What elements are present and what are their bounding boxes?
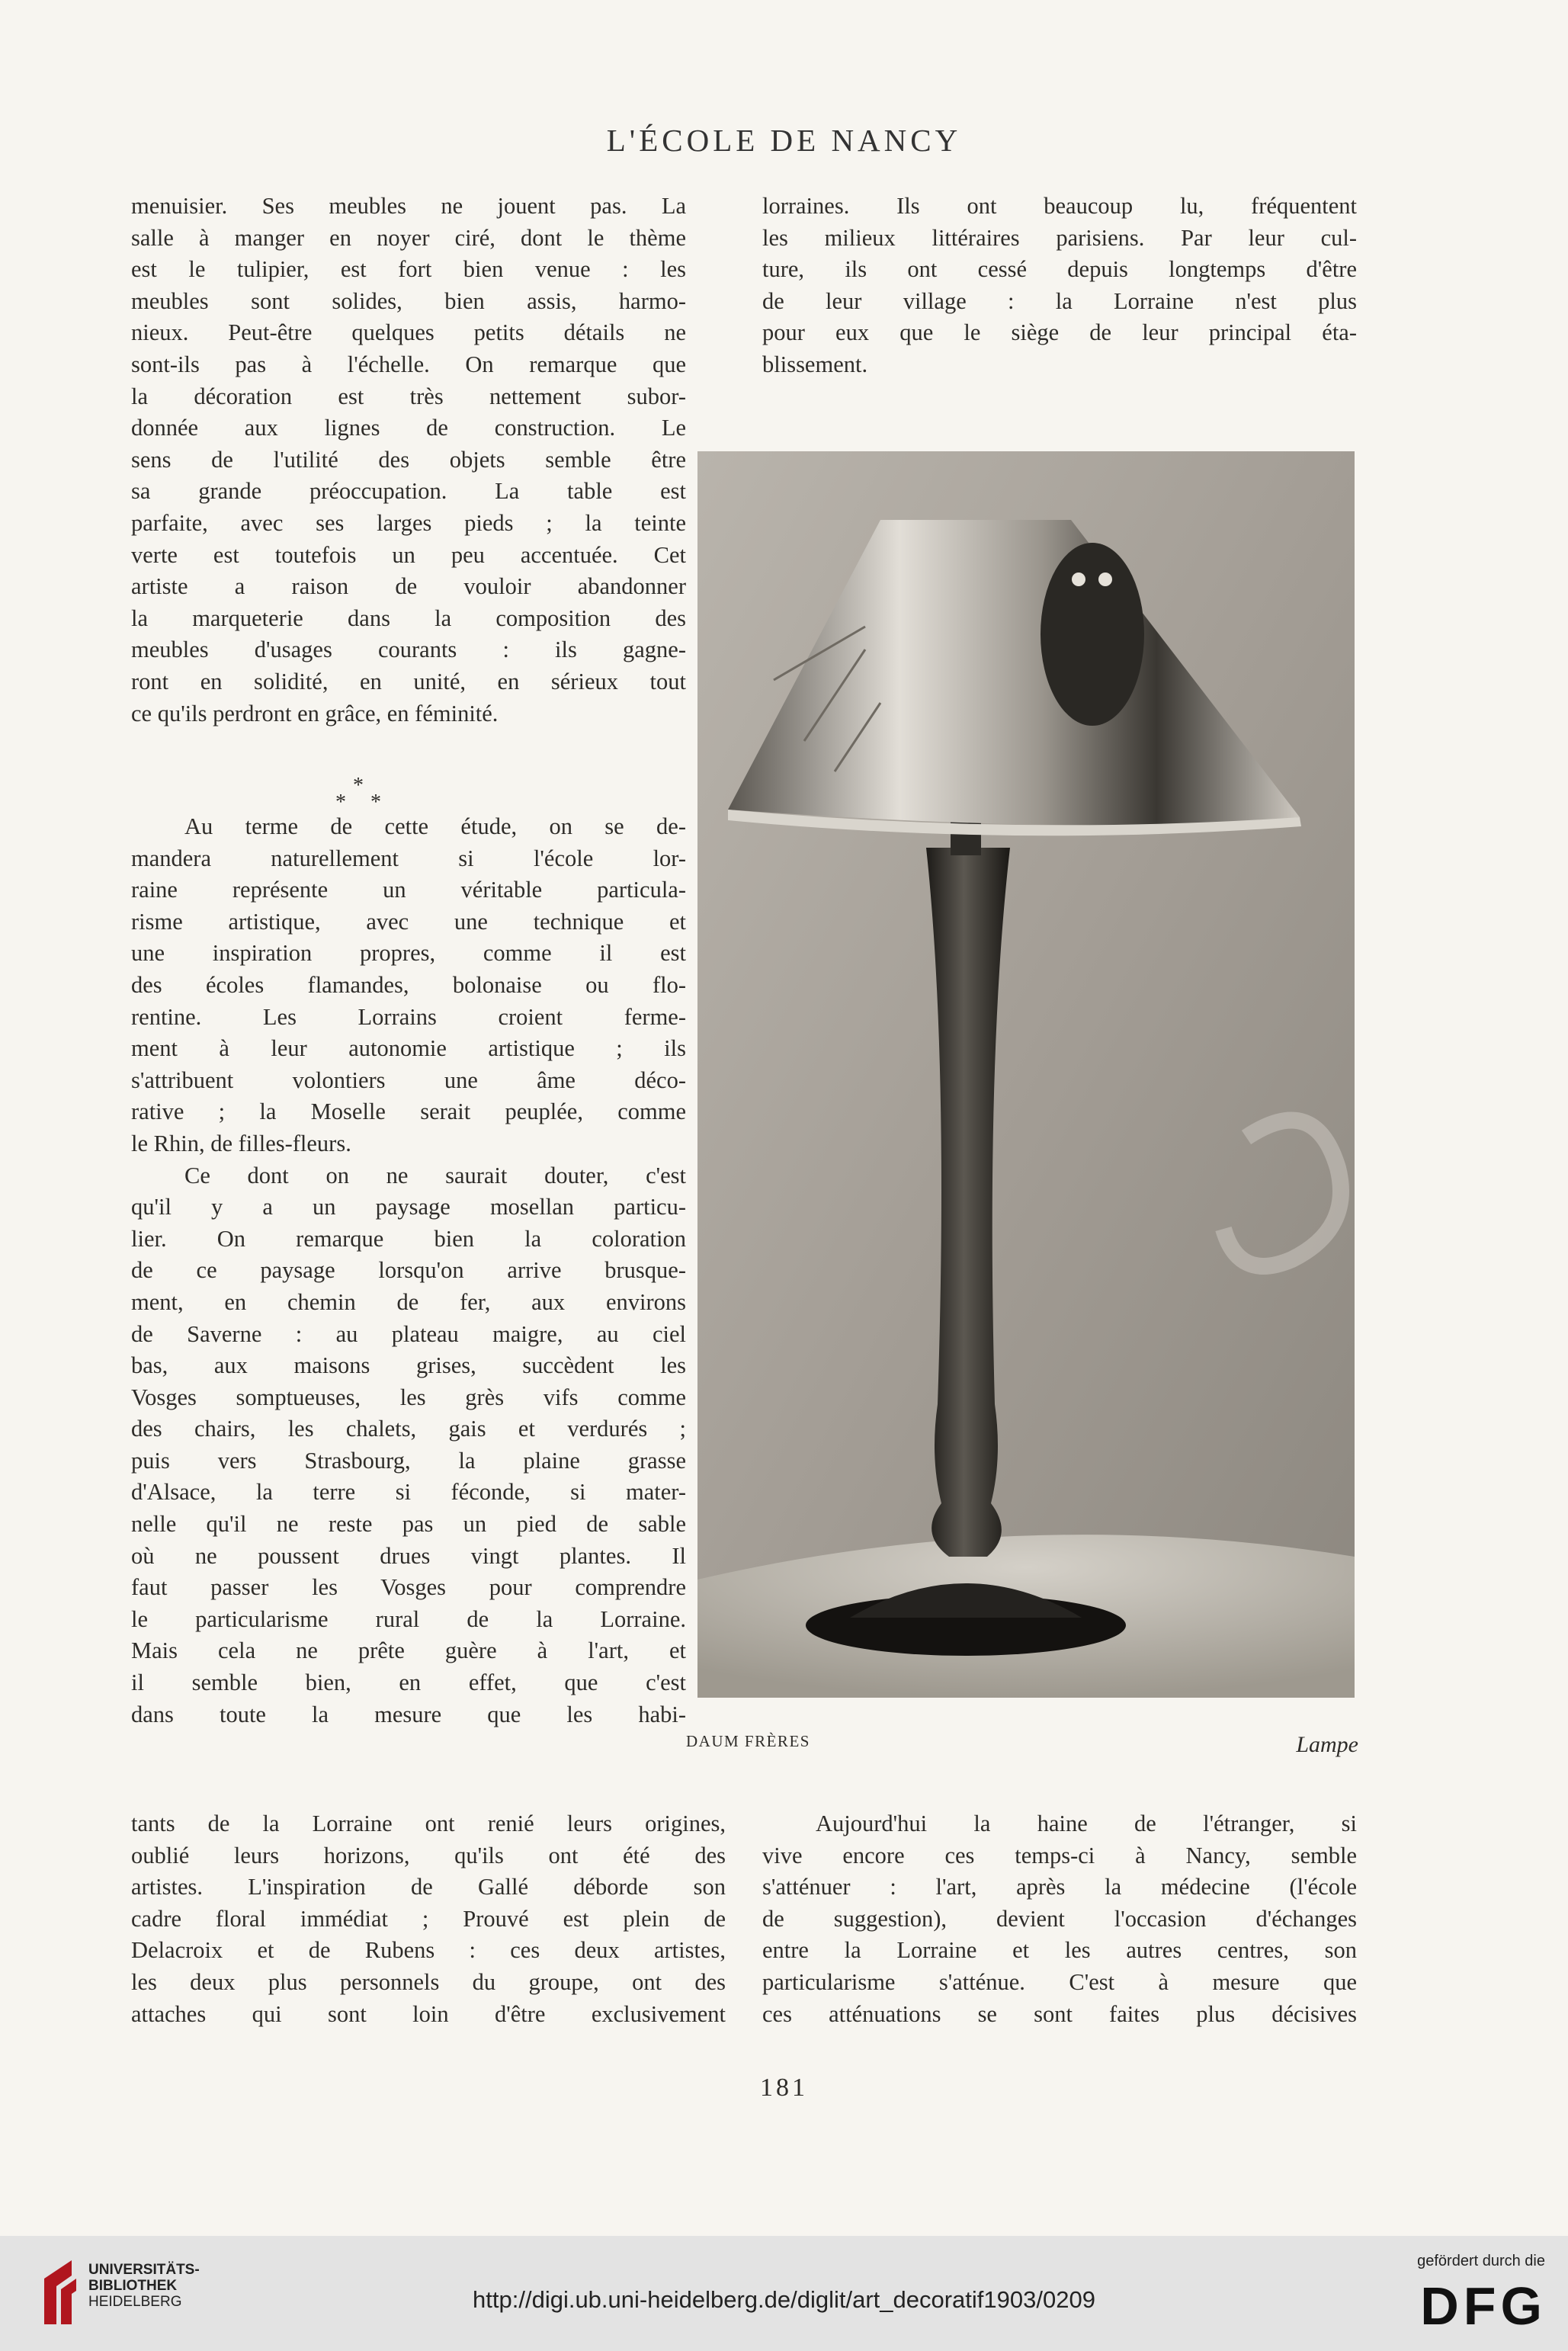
text-line: blissement.	[762, 351, 868, 377]
text-line: de suggestion), devient l'occasion d'échanges	[762, 1905, 1357, 1932]
text-line: nieux. Peut-être quelques petits détails ne	[131, 319, 686, 346]
text-line: sens de l'utilité des objets semble être	[131, 446, 686, 473]
text-line: nelle qu'il ne reste pas un pied de sable	[131, 1511, 686, 1538]
figure-caption-object: Lampe	[1296, 1732, 1358, 1757]
left-column-full	[131, 1808, 726, 2030]
text-line: entre la Lorraine et les autres centres, son	[762, 1937, 1357, 1964]
text-line: raine représente un véritable particula-	[131, 877, 686, 903]
text-line: sont-ils pas à l'échelle. On remarque que	[131, 351, 686, 377]
text-line: des chairs, les chalets, gais et verdurés ;	[131, 1416, 686, 1442]
lamp-photograph	[697, 451, 1355, 1698]
text-line: oublié leurs horizons, qu'ils ont été des	[131, 1842, 726, 1868]
text-line: la décoration est très nettement subor-	[131, 383, 686, 409]
text-line: verte est toutefois un peu accentuée. Cet	[131, 541, 686, 568]
text-line: cadre floral immédiat ; Prouvé est plein de	[131, 1905, 726, 1932]
figure-caption-maker: DAUM FRÈRES	[686, 1732, 810, 1750]
text-line: artiste a raison de vouloir abandonner	[131, 573, 686, 600]
text-line: est le tulipier, est fort bien venue : les	[131, 256, 686, 283]
text-line: le particularisme rural de la Lorraine.	[131, 1605, 686, 1632]
text-line: ront en solidité, en unité, en sérieux tout	[131, 668, 686, 694]
text-line: puis vers Strasbourg, la plaine grasse	[131, 1447, 686, 1474]
text-line: la marqueterie dans la composition des	[131, 605, 686, 631]
text-line: sa grande préoccupation. La table est	[131, 478, 686, 505]
text-line: une inspiration propres, comme il est	[131, 940, 686, 967]
text-line: ces atténuations se sont faites plus décisives	[762, 2000, 1357, 2027]
text-line: risme artistique, avec une technique et	[131, 908, 686, 935]
text-line: s'attribuent volontiers une âme déco-	[131, 1066, 686, 1093]
text-line: bas, aux maisons grises, succèdent les	[131, 1352, 686, 1379]
text-line: faut passer les Vosges pour comprendre	[131, 1574, 686, 1601]
page-number: 181	[760, 2074, 808, 2102]
text-line: le Rhin, de filles-fleurs.	[131, 1130, 351, 1156]
text-line: où ne poussent drues vingt plantes. Il	[131, 1542, 686, 1569]
text-line: ment, en chemin de fer, aux environs	[131, 1288, 686, 1315]
text-line: il semble bien, en effet, que c'est	[131, 1669, 686, 1696]
permalink[interactable]: http://digi.ub.uni-heidelberg.de/diglit/art_decoratif1903/0209	[473, 2286, 1095, 2313]
text-line: ce qu'ils perdront en grâce, en féminité.	[131, 700, 499, 726]
text-line: vive encore ces temps-ci à Nancy, semble	[762, 1842, 1357, 1868]
text-line: salle à manger en noyer ciré, dont le thème	[131, 224, 686, 251]
right-column-lower	[762, 1808, 1357, 2030]
text-line: de leur village : la Lorraine n'est plus	[762, 287, 1357, 314]
section-separator: * * *	[335, 774, 381, 814]
text-line: dans toute la mesure que les habi-	[131, 1701, 686, 1727]
text-line: les deux plus personnels du groupe, ont des	[131, 1968, 726, 1995]
text-line: meubles d'usages courants : ils gagne-	[131, 637, 686, 663]
text-line: particularisme s'atténue. C'est à mesure que	[762, 1968, 1357, 1995]
text-line: ment à leur autonomie artistique ; ils	[131, 1035, 686, 1062]
text-line: rentine. Les Lorrains croient ferme-	[131, 1003, 686, 1030]
text-line: mandera naturellement si l'école lor-	[131, 845, 686, 871]
text-line: donnée aux lignes de construction. Le	[131, 415, 686, 441]
text-line: lier. On remarque bien la coloration	[131, 1225, 686, 1252]
text-line: Au terme de cette étude, on se de-	[184, 813, 686, 839]
library-line: UNIVERSITÄTS-	[88, 2262, 200, 2278]
text-line: Delacroix et de Rubens : ces deux artistes,	[131, 1937, 726, 1964]
text-line: meubles sont solides, bien assis, harmo-	[131, 287, 686, 314]
text-line: les milieux littéraires parisiens. Par leur cul-	[762, 224, 1357, 251]
text-line: Ce dont on ne saurait douter, c'est	[184, 1162, 686, 1188]
text-line: attaches qui sont loin d'être exclusivement	[131, 2000, 726, 2027]
text-line: qu'il y a un paysage mosellan particu-	[131, 1194, 686, 1220]
text-line: s'atténuer : l'art, après la médecine (l'école	[762, 1874, 1357, 1900]
text-line: menuisier. Ses meubles ne jouent pas. La	[131, 193, 686, 219]
text-line: de Saverne : au plateau maigre, au ciel	[131, 1320, 686, 1347]
running-header: L'ÉCOLE DE NANCY	[606, 123, 962, 158]
text-line: des écoles flamandes, bolonaise ou flo-	[131, 971, 686, 998]
text-line: artistes. L'inspiration de Gallé déborde son	[131, 1874, 726, 1900]
text-line: Vosges somptueuses, les grès vifs comme	[131, 1384, 686, 1410]
text-line: tants de la Lorraine ont renié leurs origines,	[131, 1811, 726, 1836]
text-line: ture, ils ont cessé depuis longtemps d'être	[762, 256, 1357, 283]
dfg-logo: DFG	[1420, 2276, 1547, 2336]
text-line: Aujourd'hui la haine de l'étranger, si	[816, 1811, 1357, 1836]
left-column-upper	[131, 191, 686, 730]
library-line: BIBLIOTHEK	[88, 2278, 178, 2294]
text-line: pour eux que le siège de leur principal éta-	[762, 319, 1357, 346]
text-line: parfaite, avec ses larges pieds ; la teinte	[131, 509, 686, 536]
left-column-lower	[131, 811, 686, 1730]
text-line: d'Alsace, la terre si féconde, si mater-	[131, 1479, 686, 1506]
right-column-upper	[762, 191, 1357, 381]
digitization-footer	[0, 2236, 1568, 2351]
library-line: HEIDELBERG	[88, 2294, 182, 2310]
funding-note: gefördert durch die	[1417, 2253, 1545, 2269]
text-line: Mais cela ne prête guère à l'art, et	[131, 1637, 686, 1664]
text-line: rative ; la Moselle serait peuplée, comme	[131, 1099, 686, 1125]
text-line: de ce paysage lorsqu'on arrive brusque-	[131, 1257, 686, 1284]
text-line: lorraines. Ils ont beaucoup lu, fréquentent	[762, 193, 1357, 219]
